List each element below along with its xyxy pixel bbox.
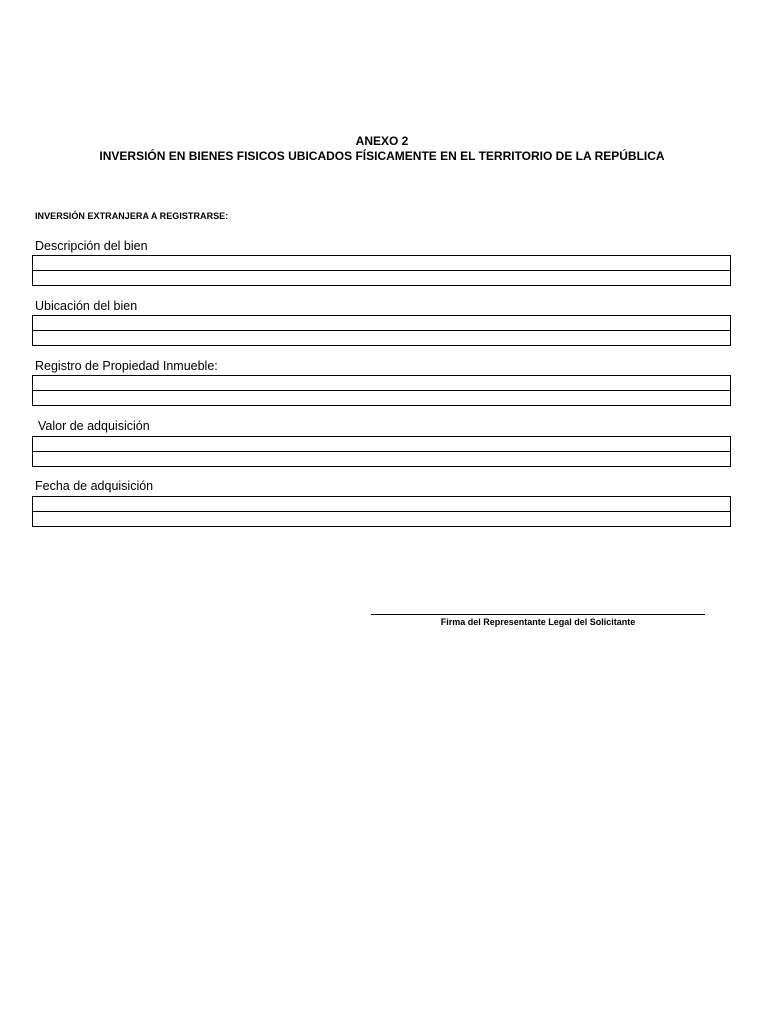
signature-line[interactable] — [371, 614, 705, 615]
field-row[interactable] — [33, 316, 730, 331]
field-box-valor[interactable] — [32, 436, 731, 467]
field-row[interactable] — [33, 452, 730, 467]
field-box-descripcion[interactable] — [32, 255, 731, 286]
annex-label: ANEXO 2 — [355, 134, 409, 148]
field-row[interactable] — [33, 391, 730, 406]
field-row[interactable] — [33, 437, 730, 452]
field-label-registro: Registro de Propiedad Inmueble: — [35, 359, 218, 373]
field-row[interactable] — [33, 331, 730, 346]
field-label-descripcion: Descripción del bien — [35, 239, 148, 253]
field-row[interactable] — [33, 497, 730, 512]
field-row[interactable] — [33, 271, 730, 286]
section-heading: INVERSIÓN EXTRANJERA A REGISTRARSE: — [35, 211, 229, 221]
field-label-ubicacion: Ubicación del bien — [35, 299, 138, 313]
field-box-registro[interactable] — [32, 375, 731, 406]
document-title: INVERSIÓN EN BIENES FISICOS UBICADOS FÍSICAMENTE EN EL TERRITORIO DE LA REPÚBLICA — [99, 149, 665, 163]
field-row[interactable] — [33, 376, 730, 391]
field-row[interactable] — [33, 512, 730, 527]
document-title-block — [0, 134, 764, 164]
signature-caption: Firma del Representante Legal del Solicitante — [440, 617, 636, 627]
field-label-valor: Valor de adquisición — [38, 419, 150, 433]
field-label-fecha: Fecha de adquisición — [35, 479, 154, 493]
field-box-ubicacion[interactable] — [32, 315, 731, 346]
field-box-fecha[interactable] — [32, 496, 731, 527]
field-row[interactable] — [33, 256, 730, 271]
